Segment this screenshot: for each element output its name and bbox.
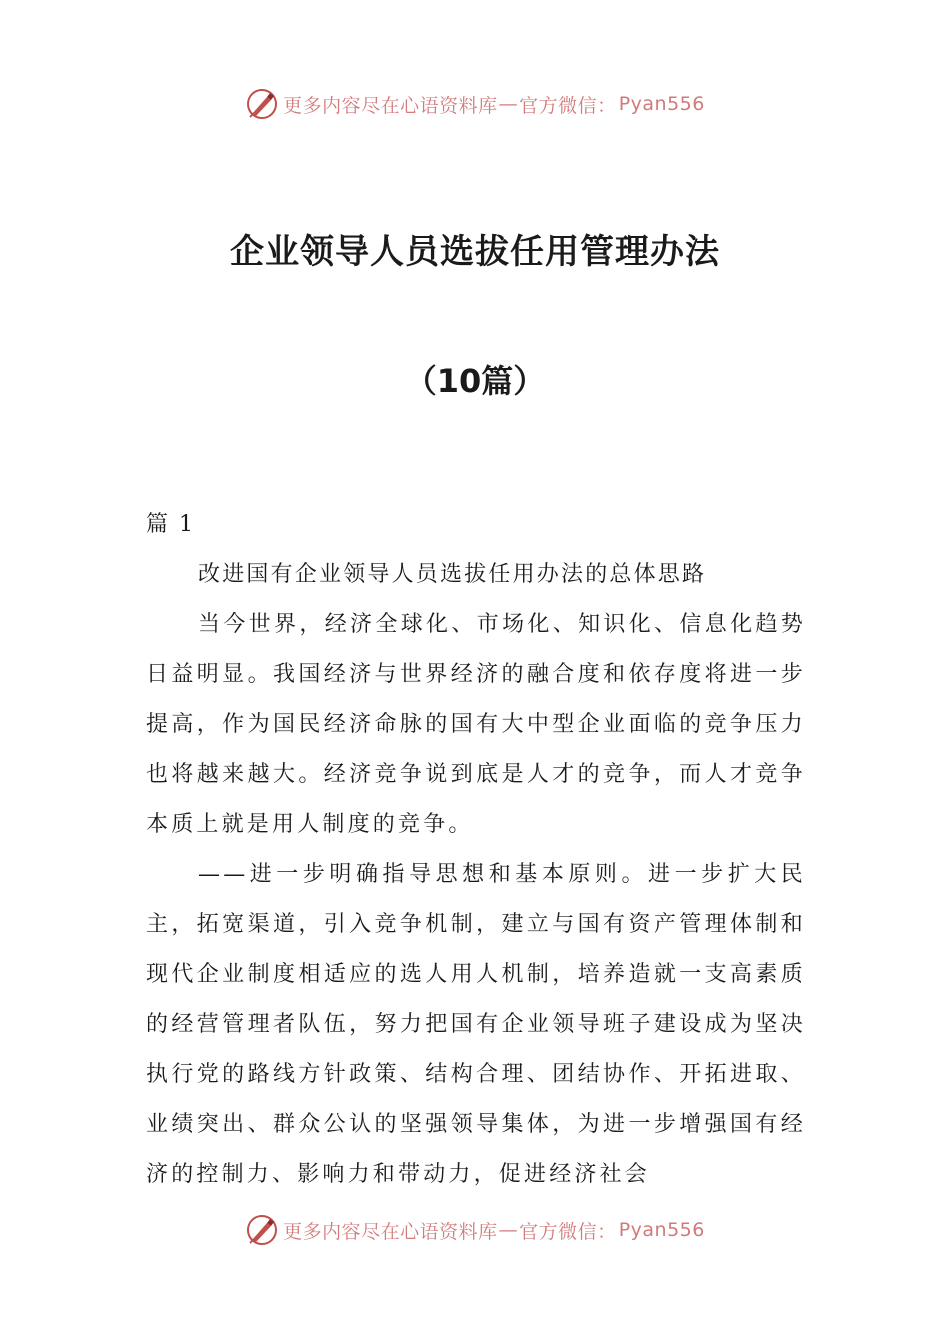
section-heading: 改进国有企业领导人员选拔任用办法的总体思路: [198, 562, 707, 587]
watermark-suffix: 官方微信：: [519, 1220, 617, 1243]
paragraph: 当今世界，经济全球化、市场化、知识化、信息化趋势日益明显。我国经济与世界经济的融合度和依存度将进一步提高，作为国民经济命脉的国有大中型企业面临的竞争压力也将越来越大。经济竞争说到底是人才的竞争，而人才竞争本质上就是用人制度的竞争。: [146, 612, 806, 837]
pen-logo-icon: [245, 87, 279, 121]
watermark-footer: [0, 1210, 950, 1250]
pen-logo-icon: [245, 1213, 279, 1247]
watermark-id: Pyan556: [618, 1219, 705, 1241]
watermark-text: 更多内容尽在心语资料库: [283, 94, 498, 117]
section-label: 篇 1: [146, 512, 195, 537]
watermark-header: [0, 84, 950, 124]
document-subtitle: （10篇）: [404, 362, 546, 400]
watermark-suffix: 官方微信：: [519, 94, 617, 117]
watermark-text: 更多内容尽在心语资料库: [283, 1220, 498, 1243]
watermark-id: Pyan556: [618, 93, 705, 115]
watermark-separator: —: [498, 93, 519, 115]
paragraph: ——进一步明确指导思想和基本原则。进一步扩大民主，拓宽渠道，引入竞争机制，建立与国有资产管理体制和现代企业制度相适应的选人用人机制，培养造就一支高素质的经营管理者队伍，努力把国有企业领导班子建设成为坚决执行党的路线方针政策、结构合理、团结协作、开拓进取、业绩突出、群众公认的坚强领导集体，为进一步增强国有经济的控制力、影响力和带动力，促进经济社会: [146, 862, 806, 1187]
watermark-separator: —: [498, 1219, 519, 1241]
document-body: [146, 500, 806, 1200]
document-title: 企业领导人员选拔任用管理办法: [230, 232, 720, 272]
